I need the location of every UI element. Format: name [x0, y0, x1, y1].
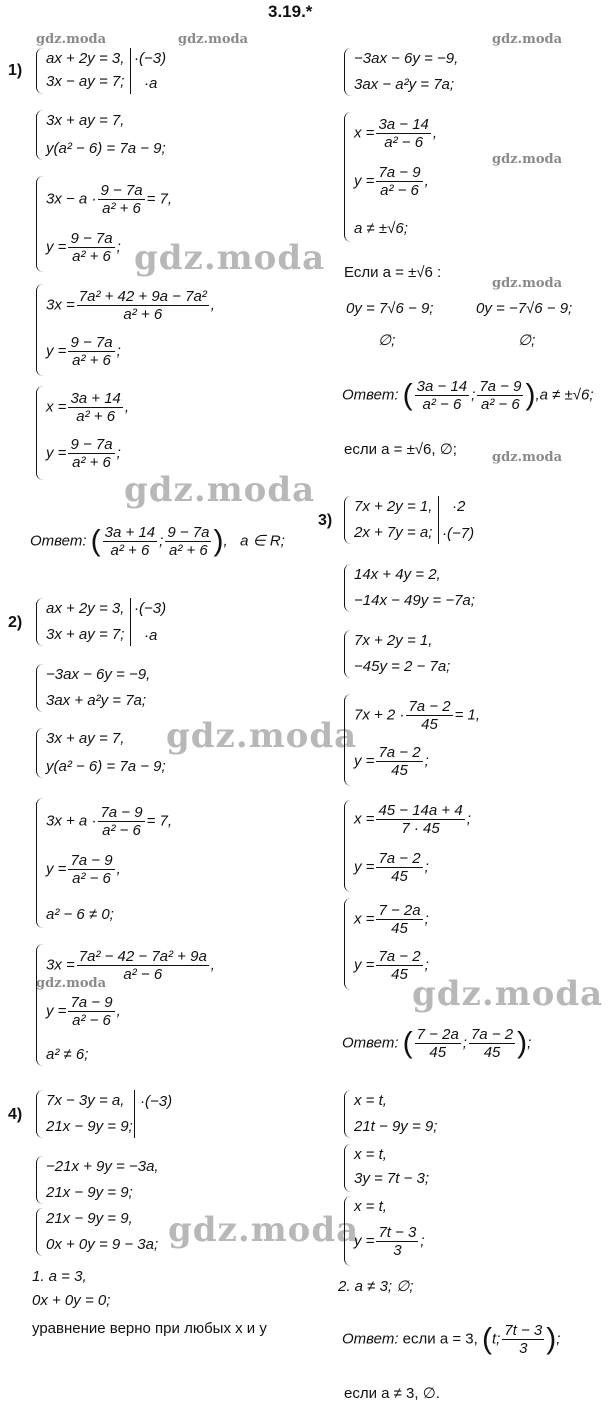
empty-set: ∅;	[378, 332, 396, 349]
system-brace	[344, 1090, 353, 1138]
system-brace	[36, 798, 45, 928]
equation: −21x + 9y = −3a,	[46, 1158, 159, 1175]
equation: 7x − 3y = a,	[46, 1092, 125, 1109]
system-brace	[344, 1196, 353, 1266]
equation: y = $\frac{7a - 2}{45}$ ;	[354, 850, 429, 885]
multiplier-bar	[130, 48, 131, 94]
system-brace	[344, 694, 353, 786]
equation: 3x − a · $\frac{9 - 7a}{\text{a² + 6}}$ = 7,	[46, 182, 173, 217]
multiplier-bar	[134, 1090, 135, 1138]
answer: Ответ: если a = 3, (t; $\frac{7t - 3}{3}$ );	[342, 1322, 561, 1357]
part-3-label: 3)	[318, 512, 333, 529]
answer: Ответ: ( $\frac{3a - 14}{\text{a² − 6}}$ ; $\frac{7a - 9}{\text{a² − 6}}$ ),a ≠ ±√6;	[342, 378, 594, 413]
system-brace	[36, 1208, 45, 1256]
case-text: 1. a = 3,	[32, 1268, 87, 1285]
multiplier: ·(−7)	[442, 525, 475, 542]
equation: −3ax − 6y = −9,	[354, 50, 459, 67]
equation: y(a² − 6) = 7a − 9;	[46, 758, 166, 775]
equation: y = $\frac{7a - 2}{45}$ ;	[354, 744, 429, 779]
equation: x = $\frac{45 - 14a + 4}{7 \cdot 45}$ ;	[354, 802, 471, 837]
empty-set: ∅;	[518, 332, 536, 349]
watermark-big: gdz.moda	[168, 1210, 360, 1250]
equation: 3x + ay = 7,	[46, 730, 125, 747]
system-brace	[36, 386, 45, 480]
condition-text: Если a = ±√6 :	[344, 264, 442, 281]
case-text: 0x + 0y = 0;	[32, 1292, 111, 1309]
watermark-big: gdz.moda	[412, 974, 604, 1014]
equation: y = $\frac{7a - 9}{\text{a² − 6}}$ ,	[354, 164, 429, 199]
system-brace	[36, 728, 45, 778]
equation: 21t − 9y = 9;	[354, 1118, 438, 1135]
multiplier: ·(−3)	[134, 600, 167, 617]
multiplier: ·a	[144, 627, 158, 644]
system-brace	[344, 630, 353, 678]
equation: −45y = 2 − 7a;	[354, 658, 451, 675]
equation: 0y = 7√6 − 9;	[346, 300, 434, 317]
part-4-label: 4)	[8, 1106, 23, 1123]
equation: y = $\frac{9 - 7a}{\text{a² + 6}}$ ;	[46, 334, 121, 369]
equation: 3x = $\frac{\text{7a² + 42 + 9a − 7a²}}{\text{a² + 6}}$ ,	[46, 288, 215, 323]
part-2-label: 2)	[8, 614, 23, 631]
multiplier: ·(−3)	[140, 1093, 173, 1110]
equation: 21x − 9y = 9;	[46, 1118, 133, 1135]
equation: a ≠ ±√6;	[354, 220, 408, 237]
system-brace	[36, 944, 45, 1066]
system-brace	[36, 1156, 45, 1204]
system-brace	[344, 496, 353, 544]
equation: 3ax + a²y = 7a;	[46, 692, 147, 709]
equation: y = $\frac{7a - 9}{\text{a² − 6}}$ ,	[46, 994, 121, 1029]
system-brace	[344, 1144, 353, 1192]
equation: y = $\frac{7a - 9}{\text{a² − 6}}$ ,	[46, 852, 121, 887]
multiplier-bar	[438, 496, 439, 544]
watermark-small: gdz.moda	[36, 976, 107, 991]
watermark-small: gdz.moda	[492, 32, 563, 47]
equation: ax + 2y = 3,	[46, 50, 125, 67]
watermark-small: gdz.moda	[36, 32, 107, 47]
equation: 14x + 4y = 2,	[354, 566, 441, 583]
system-brace	[344, 898, 353, 990]
system-brace	[36, 176, 45, 272]
equation: x = t,	[354, 1198, 387, 1215]
equation: x = $\frac{3a - 14}{\text{a² − 6}}$ ,	[354, 116, 438, 151]
equation: 0x + 0y = 9 − 3a;	[46, 1236, 159, 1253]
equation: 2x + 7y = a;	[354, 524, 433, 541]
watermark-small: gdz.moda	[492, 152, 563, 167]
system-brace	[344, 800, 353, 892]
answer: Ответ: ( $\frac{3a + 14}{\text{a² + 6}}$ ; $\frac{9 - 7a}{\text{a² + 6}}$ ), a ∈ R;	[30, 524, 285, 559]
system-brace	[344, 48, 353, 96]
equation: 7x + 2y = 1,	[354, 498, 433, 515]
watermark-big: gdz.moda	[134, 238, 326, 278]
multiplier: ·(−3)	[134, 50, 167, 67]
equation: a² ≠ 6;	[46, 1046, 89, 1063]
watermark-small: gdz.moda	[178, 32, 249, 47]
multiplier: ·a	[144, 75, 158, 92]
multiplier-bar	[130, 598, 131, 646]
equation: x = $\frac{7 - 2a}{45}$ ;	[354, 902, 429, 937]
equation: y = $\frac{9 - 7a}{\text{a² + 6}}$ ;	[46, 436, 121, 471]
system-brace	[36, 48, 45, 94]
equation: 3x = $\frac{\text{7a² − 42 − 7a² + 9a}}{\text{a² − 6}}$ ,	[46, 948, 215, 983]
equation: x = t,	[354, 1146, 387, 1163]
equation: y(a² − 6) = 7a − 9;	[46, 140, 166, 157]
system-brace	[344, 112, 353, 242]
watermark-big: gdz.moda	[166, 716, 358, 756]
equation: y = $\frac{7t - 3}{3}$ ;	[354, 1224, 425, 1259]
equation: y = $\frac{7a - 2}{45}$ ;	[354, 948, 429, 983]
equation: 3x + a · $\frac{7a - 9}{\text{a² − 6}}$ = 7,	[46, 804, 173, 839]
equation: 3x − ay = 7;	[46, 73, 125, 90]
system-brace	[344, 564, 353, 612]
system-brace	[36, 598, 45, 646]
equation: 21x − 9y = 9;	[46, 1184, 133, 1201]
multiplier: ·2	[452, 498, 466, 515]
equation: 21x − 9y = 9,	[46, 1210, 133, 1227]
equation: 0y = −7√6 − 9;	[476, 300, 573, 317]
equation: 7x + 2y = 1,	[354, 632, 433, 649]
equation: ax + 2y = 3,	[46, 600, 125, 617]
equation: a² − 6 ≠ 0;	[46, 906, 114, 923]
equation: −3ax − 6y = −9,	[46, 666, 151, 683]
exercise-title: 3.19.*	[268, 2, 313, 21]
equation: 3x + ay = 7;	[46, 626, 125, 643]
equation: −14x − 49y = −7a;	[354, 592, 475, 609]
part-1-label: 1)	[8, 62, 23, 79]
condition-text: если a ≠ 3, ∅.	[344, 1385, 440, 1402]
equation: 3ax − a²y = 7a;	[354, 76, 455, 93]
equation: x = t,	[354, 1092, 387, 1109]
equation: 3x + ay = 7,	[46, 112, 125, 129]
watermark-small: gdz.moda	[492, 276, 563, 291]
system-brace	[36, 1090, 45, 1138]
condition-text: если a = ±√6, ∅;	[344, 441, 457, 458]
equation: 7x + 2 · $\frac{7a - 2}{45}$ = 1,	[354, 698, 481, 733]
equation: 3y = 7t − 3;	[354, 1170, 430, 1187]
case-text: уравнение верно при любых x и y	[32, 1320, 267, 1337]
equation: x = $\frac{3a + 14}{\text{a² + 6}}$ ,	[46, 390, 130, 425]
system-brace	[36, 664, 45, 712]
system-brace	[36, 110, 45, 160]
watermark-big: gdz.moda	[124, 470, 316, 510]
system-brace	[36, 284, 45, 376]
case-text: 2. a ≠ 3; ∅;	[338, 1278, 414, 1295]
equation: y = $\frac{9 - 7a}{\text{a² + 6}}$ ;	[46, 230, 121, 265]
answer: Ответ: ( $\frac{7 - 2a}{45}$ ; $\frac{7a - 2}{45}$ );	[342, 1026, 532, 1061]
watermark-small: gdz.moda	[492, 450, 563, 465]
